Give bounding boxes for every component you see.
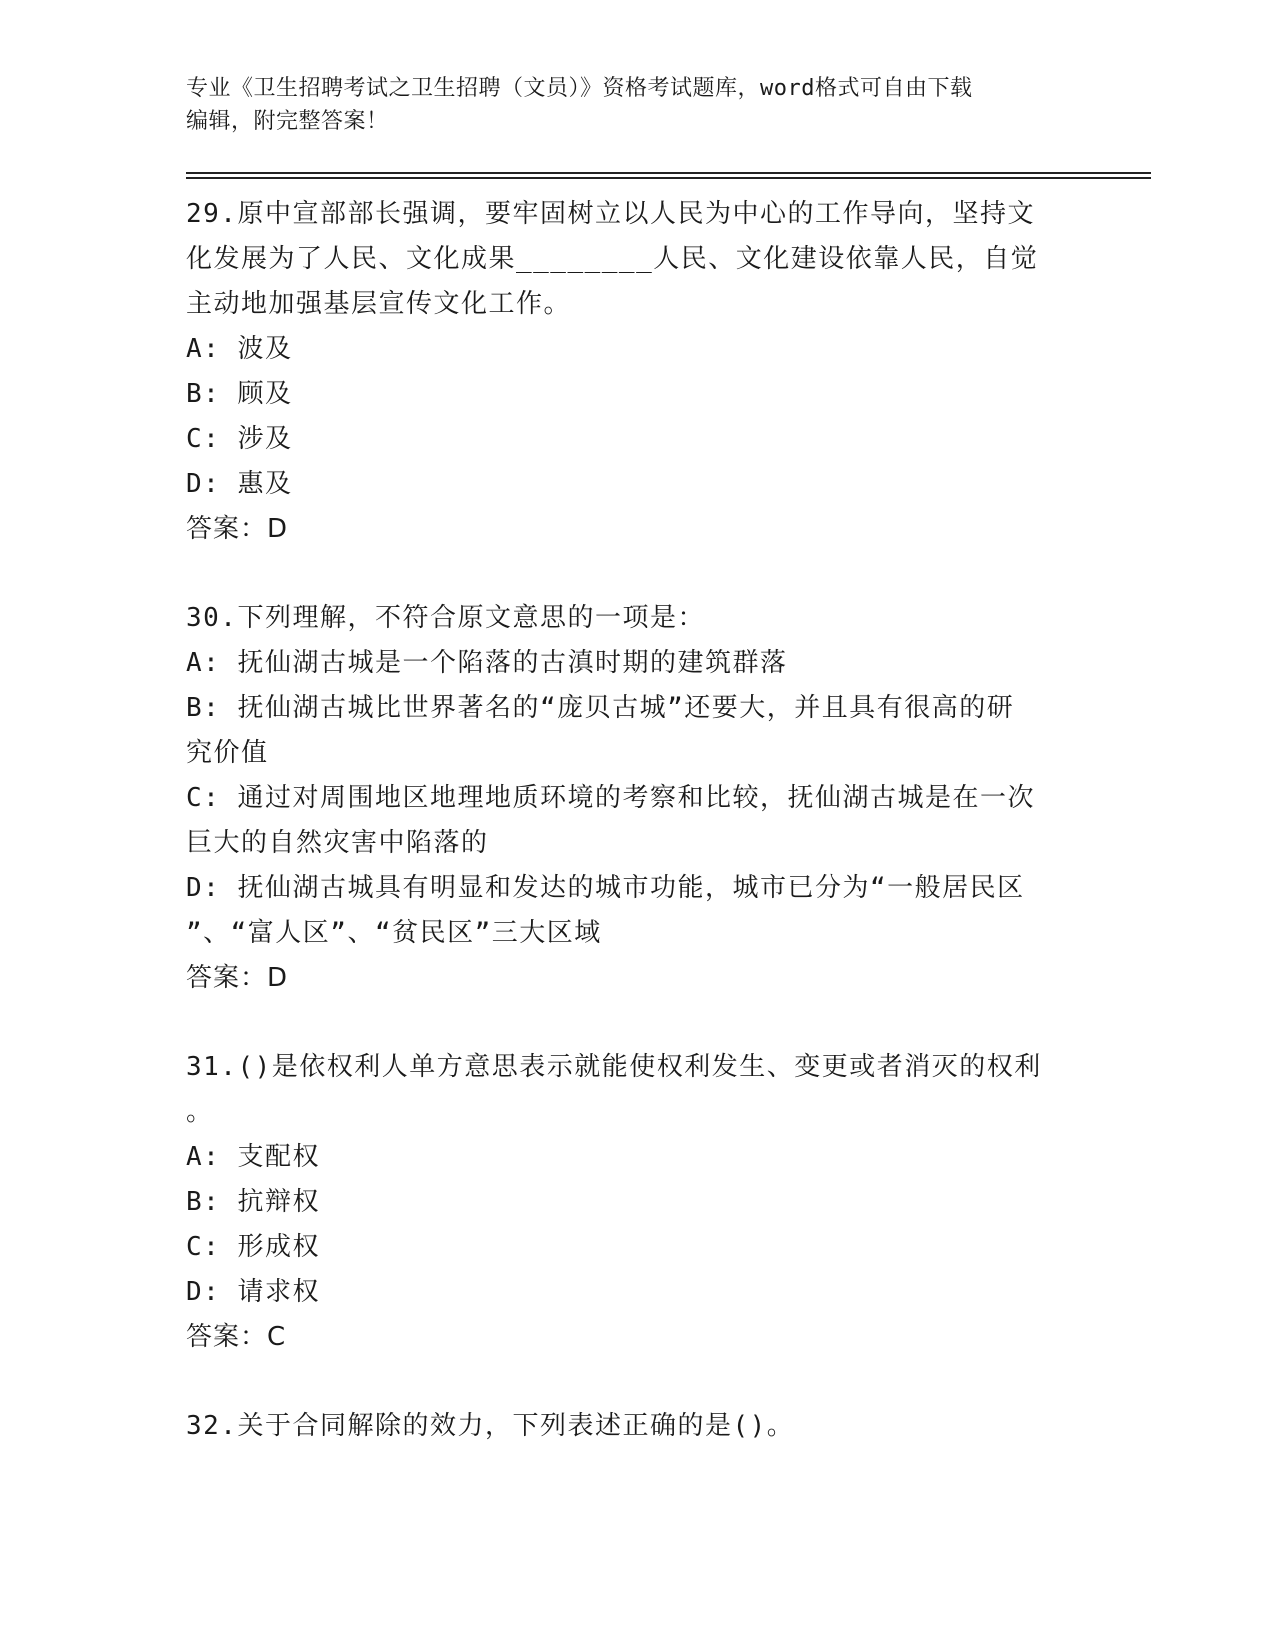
question-stem-line: 。	[186, 1097, 214, 1127]
header-divider-top	[186, 172, 1151, 174]
question-stem-line: 31.()是依权利人单方意思表示就能使权利发生、变更或者消灭的权利	[186, 1052, 1042, 1082]
question-stem-line: 29.原中宣部部长强调，要牢固树立以人民为中心的工作导向，坚持文	[186, 199, 1035, 229]
option-a: A: 支配权	[186, 1142, 320, 1172]
question-stem-line: 32.关于合同解除的效力，下列表述正确的是()。	[186, 1411, 795, 1441]
answer-line: 答案：C	[186, 1322, 287, 1352]
option-b: B: 顾及	[186, 379, 293, 409]
option-c-continued: 巨大的自然灾害中陷落的	[186, 828, 489, 858]
option-d: D: 抚仙湖古城具有明显和发达的城市功能，城市已分为“一般居民区	[186, 873, 1025, 903]
question-stem-line: 主动地加强基层宣传文化工作。	[186, 289, 572, 319]
option-b: B: 抗辩权	[186, 1187, 320, 1217]
question-30	[186, 596, 1066, 1001]
option-c: C: 形成权	[186, 1232, 320, 1262]
document-header	[186, 72, 1086, 138]
answer-line: 答案：D	[186, 514, 289, 544]
option-a: A: 抚仙湖古城是一个陷落的古滇时期的建筑群落	[186, 648, 788, 678]
option-b-continued: 究价值	[186, 738, 269, 768]
option-b: B: 抚仙湖古城比世界著名的“庞贝古城”还要大，并且具有很高的研	[186, 693, 1015, 723]
spacer	[186, 1360, 1066, 1404]
question-31	[186, 1045, 1066, 1360]
header-line-1: 专业《卫生招聘考试之卫生招聘（文员）》资格考试题库，word格式可自由下载	[186, 76, 973, 101]
question-list	[186, 192, 1066, 1449]
option-c: C: 涉及	[186, 424, 293, 454]
option-d-continued: ”、“富人区”、“贫民区”三大区域	[186, 918, 602, 948]
header-divider-bottom	[186, 177, 1151, 179]
question-stem-line: 30.下列理解，不符合原文意思的一项是：	[186, 603, 705, 633]
option-d: D: 惠及	[186, 469, 293, 499]
option-c: C: 通过对周围地区地理地质环境的考察和比较，抚仙湖古城是在一次	[186, 783, 1035, 813]
question-29	[186, 192, 1066, 552]
option-d: D: 请求权	[186, 1277, 320, 1307]
question-stem-line: 化发展为了人民、文化成果________人民、文化建设依靠人民，自觉	[186, 244, 1039, 274]
header-title	[186, 72, 1066, 138]
spacer	[186, 552, 1066, 596]
spacer	[186, 1001, 1066, 1045]
header-line-2: 编辑，附完整答案！	[186, 109, 389, 134]
question-32	[186, 1404, 1066, 1449]
option-a: A: 波及	[186, 334, 293, 364]
answer-line: 答案：D	[186, 963, 289, 993]
